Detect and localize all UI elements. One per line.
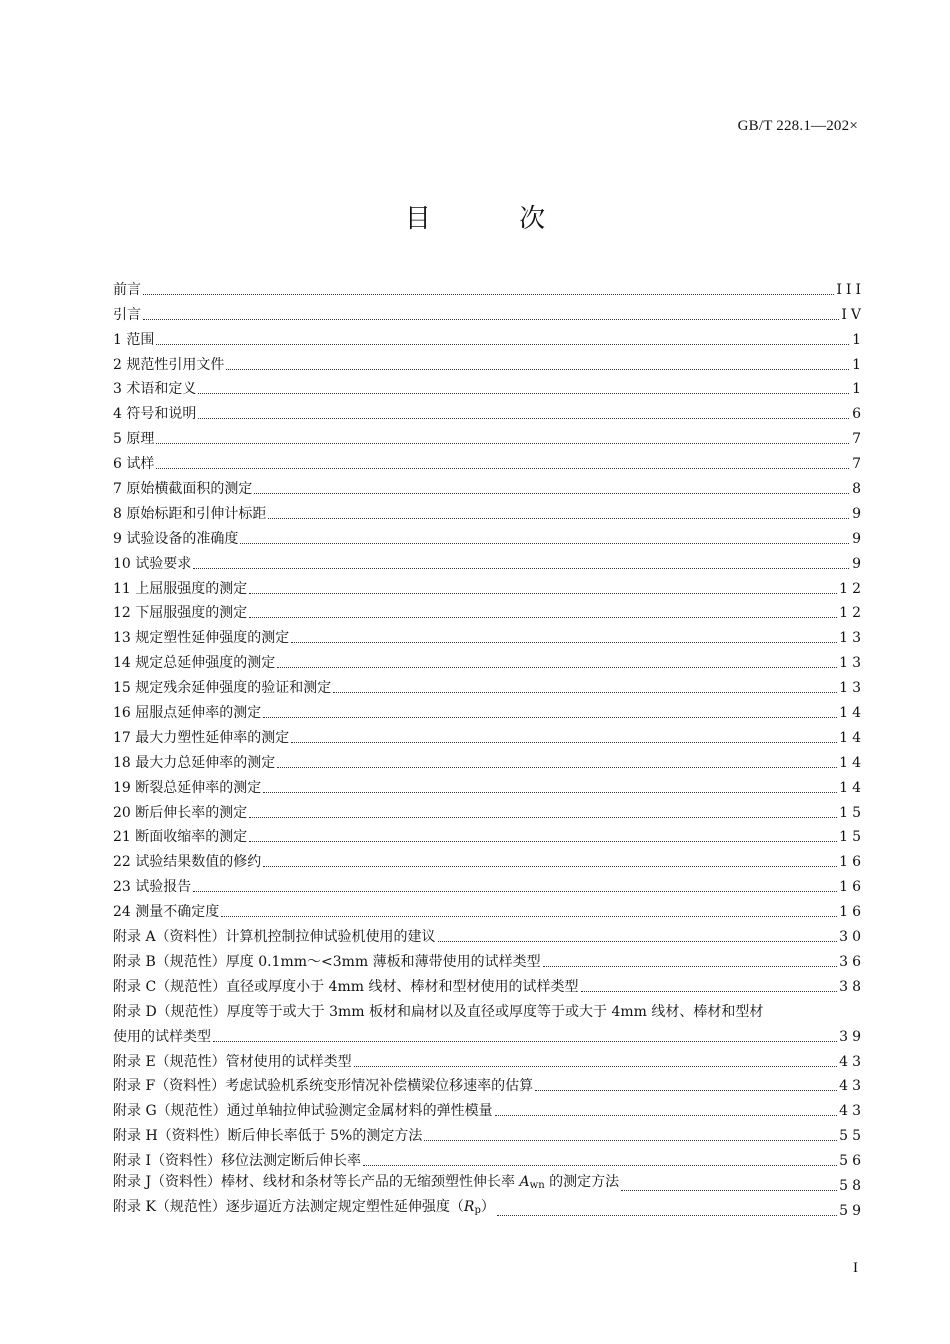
toc-entry-annex-d[interactable] (113, 1023, 865, 1048)
toc-leader-dots (193, 567, 849, 569)
toc-entry-label: 附录 K（规范性）逐步逼近方法测定规定塑性延伸强度$(R_p)$ (113, 1198, 495, 1216)
toc-entry[interactable] (113, 898, 865, 923)
toc-page-number: 9 (852, 505, 865, 522)
toc-leader-dots (249, 816, 837, 818)
toc-entry-label: 10 试验要求 (113, 555, 192, 572)
toc-entry[interactable] (113, 425, 865, 450)
toc-leader-dots (535, 1089, 837, 1091)
standard-code: GB/T 228.1—202× (737, 118, 858, 134)
toc-entry[interactable] (113, 351, 865, 376)
toc-entry[interactable] (113, 500, 865, 525)
toc-leader-dots (291, 741, 837, 743)
toc-page-number: 15 (839, 804, 865, 821)
toc-leader-dots (263, 791, 837, 793)
toc-entry[interactable] (113, 475, 865, 500)
toc-leader-dots (213, 1040, 837, 1042)
toc-leader-dots (277, 666, 837, 668)
toc-entry-label: 9 试验设备的准确度 (113, 530, 239, 547)
toc-leader-dots (424, 1139, 837, 1141)
toc-page-number: 39 (839, 1028, 865, 1045)
toc-leader-dots (268, 517, 849, 519)
toc-entry-label: 3 术语和定义 (113, 381, 197, 398)
toc-page-number: 14 (839, 729, 865, 746)
toc-leader-dots (354, 1065, 838, 1067)
table-of-contents (113, 276, 865, 1222)
toc-leader-dots (254, 492, 849, 494)
toc-entry-label: 19 断裂总延伸率的测定 (113, 779, 262, 796)
toc-entry[interactable] (113, 674, 865, 699)
toc-entry-label: 1 范围 (113, 331, 155, 348)
toc-entry-label: 7 原始横截面积的测定 (113, 481, 253, 498)
toc-page-number: 6 (852, 406, 865, 423)
toc-entry-label: 附录 H（资料性）断后伸长率低于 5%的测定方法 (113, 1128, 423, 1145)
toc-page-number: 56 (839, 1153, 865, 1170)
toc-entry-label: 4 符号和说明 (113, 406, 197, 423)
toc-page-number: 13 (839, 655, 865, 672)
toc-leader-dots (249, 592, 837, 594)
toc-entry-annex-k[interactable] (113, 1197, 865, 1222)
toc-leader-dots (143, 318, 839, 320)
toc-page-number: 36 (839, 953, 865, 970)
toc-entry-label: 附录 D（规范性）厚度等于或大于 3mm 板材和扁材以及直径或厚度等于或大于 4mm 线材、棒材和型材 (113, 1003, 764, 1020)
toc-entry[interactable] (113, 699, 865, 724)
toc-entry[interactable] (113, 624, 865, 649)
toc-entry[interactable] (113, 774, 865, 799)
toc-entry-label: 22 试验结果数值的修约 (113, 854, 262, 871)
toc-entry[interactable] (113, 326, 865, 351)
toc-page-number: 8 (852, 481, 865, 498)
toc-entry-label: 23 试验报告 (113, 879, 192, 896)
toc-page-number: 9 (852, 555, 865, 572)
toc-page-number: 30 (839, 929, 865, 946)
toc-entry-label: 使用的试样类型 (113, 1028, 211, 1045)
toc-entry[interactable] (113, 450, 865, 475)
toc-leader-dots (240, 542, 849, 544)
toc-entry[interactable] (113, 276, 865, 301)
toc-page-number: 43 (839, 1103, 865, 1120)
toc-entry[interactable] (113, 973, 865, 998)
toc-leader-dots (249, 840, 837, 842)
toc-entry[interactable] (113, 600, 865, 625)
toc-entry-label: 附录 E（规范性）管材使用的试样类型 (113, 1053, 352, 1070)
toc-entry-label: 附录 I（资料性）移位法测定断后伸长率 (113, 1153, 361, 1170)
toc-entry-label: 附录 J（资料性）棒材、线材和条材等长产品的无缩颈塑性伸长率 $A_{wn}$ 的测定方法 (113, 1173, 620, 1191)
toc-entry-label: 8 原始标距和引伸计标距 (113, 505, 267, 522)
toc-page-number: 38 (839, 978, 865, 995)
toc-page-number: 9 (852, 530, 865, 547)
toc-leader-dots (363, 1164, 837, 1166)
toc-entry[interactable] (113, 525, 865, 550)
toc-page-number: 58 (839, 1177, 865, 1194)
page-number: I (853, 1260, 858, 1276)
toc-leader-dots (277, 766, 837, 768)
toc-leader-dots (495, 1114, 838, 1116)
toc-entry[interactable] (113, 1097, 865, 1122)
toc-page-number: 12 (839, 605, 865, 622)
toc-entry-label: 附录 B（规范性）厚度 0.1mm～<3mm 薄板和薄带使用的试样类型 (113, 953, 541, 970)
toc-page-number: 13 (839, 630, 865, 647)
toc-entry-label: 附录 F（资料性）考虑试验机系统变形情况补偿横梁位移速率的估算 (113, 1078, 534, 1095)
toc-entry-label: 附录 G（规范性）通过单轴拉伸试验测定金属材料的弹性模量 (113, 1103, 493, 1120)
toc-page-number: 14 (839, 754, 865, 771)
toc-entry-label: 15 规定残余延伸强度的验证和测定 (113, 680, 332, 697)
toc-page-number: 15 (839, 829, 865, 846)
toc-page-number: 16 (839, 879, 865, 896)
toc-leader-dots (263, 865, 837, 867)
toc-entry[interactable] (113, 1122, 865, 1147)
toc-page-number: 14 (839, 705, 865, 722)
toc-page-number: III (836, 281, 865, 298)
toc-page-number: 14 (839, 779, 865, 796)
toc-page-number: 16 (839, 854, 865, 871)
toc-leader-dots (193, 890, 837, 892)
toc-entry[interactable] (113, 550, 865, 575)
toc-entry-label: 12 下屈服强度的测定 (113, 605, 248, 622)
toc-entry[interactable] (113, 1048, 865, 1073)
toc-page-number: 43 (839, 1078, 865, 1095)
toc-leader-dots (156, 343, 849, 345)
toc-entry[interactable] (113, 1147, 865, 1172)
toc-entry-label: 24 测量不确定度 (113, 904, 220, 921)
toc-entry[interactable] (113, 799, 865, 824)
toc-entry[interactable] (113, 301, 865, 326)
toc-entry-label: 13 规定塑性延伸强度的测定 (113, 630, 290, 647)
toc-leader-dots (291, 641, 837, 643)
toc-entry-label: 2 规范性引用文件 (113, 356, 225, 373)
toc-entry[interactable] (113, 824, 865, 849)
toc-leader-dots (263, 716, 837, 718)
toc-entry-label: 6 试样 (113, 456, 155, 473)
toc-entry[interactable] (113, 1073, 865, 1098)
toc-leader-dots (543, 965, 838, 967)
toc-page-number: 7 (852, 431, 865, 448)
toc-entry-annex-j[interactable] (113, 1172, 865, 1197)
toc-leader-dots (438, 940, 838, 942)
toc-entry[interactable] (113, 724, 865, 749)
toc-entry[interactable] (113, 848, 865, 873)
toc-entry-label: 附录 A（资料性）计算机控制拉伸试验机使用的建议 (113, 929, 436, 946)
toc-entry-annex-d-line1[interactable] (113, 998, 861, 1023)
toc-entry[interactable] (113, 649, 865, 674)
toc-leader-dots (156, 442, 849, 444)
toc-entry-label: 21 断面收缩率的测定 (113, 829, 248, 846)
toc-leader-dots (198, 417, 849, 419)
toc-leader-dots (221, 915, 837, 917)
toc-page-number: IV (841, 306, 865, 323)
toc-page-number: 59 (839, 1202, 865, 1219)
toc-leader-dots (581, 990, 838, 992)
toc-entry[interactable] (113, 923, 865, 948)
toc-leader-dots (497, 1214, 837, 1216)
toc-entry-label: 20 断后伸长率的测定 (113, 804, 248, 821)
toc-entry[interactable] (113, 749, 865, 774)
toc-entry-label: 16 屈服点延伸率的测定 (113, 705, 262, 722)
toc-page-number: 16 (839, 904, 865, 921)
toc-page-number: 1 (852, 331, 865, 348)
toc-leader-dots (621, 1189, 837, 1191)
toc-leader-dots (226, 368, 849, 370)
page-title: 目 次 (404, 204, 586, 234)
toc-leader-dots (333, 691, 837, 693)
toc-entry[interactable] (113, 400, 865, 425)
toc-entry[interactable] (113, 376, 865, 401)
toc-entry[interactable] (113, 948, 865, 973)
toc-leader-dots (249, 616, 837, 618)
toc-entry-label: 附录 C（规范性）直径或厚度小于 4mm 线材、棒材和型材使用的试样类型 (113, 978, 579, 995)
toc-page-number: 1 (852, 381, 865, 398)
toc-page-number: 7 (852, 456, 865, 473)
toc-entry-label: 引言 (113, 306, 141, 323)
toc-entry-label: 5 原理 (113, 431, 155, 448)
toc-page-number: 1 (852, 356, 865, 373)
toc-page-number: 55 (839, 1128, 865, 1145)
toc-entry-label: 11 上屈服强度的测定 (113, 580, 248, 597)
toc-entry-label: 18 最大力总延伸率的测定 (113, 754, 276, 771)
toc-entry[interactable] (113, 873, 865, 898)
toc-page-number: 13 (839, 680, 865, 697)
toc-entry[interactable] (113, 575, 865, 600)
toc-entry-label: 前言 (113, 281, 141, 298)
toc-page-number: 43 (839, 1053, 865, 1070)
toc-entry-label: 17 最大力塑性延伸率的测定 (113, 729, 290, 746)
toc-page-number: 12 (839, 580, 865, 597)
toc-leader-dots (156, 467, 849, 469)
toc-entry-label: 14 规定总延伸强度的测定 (113, 655, 276, 672)
toc-leader-dots (143, 293, 834, 295)
toc-leader-dots (198, 392, 849, 394)
